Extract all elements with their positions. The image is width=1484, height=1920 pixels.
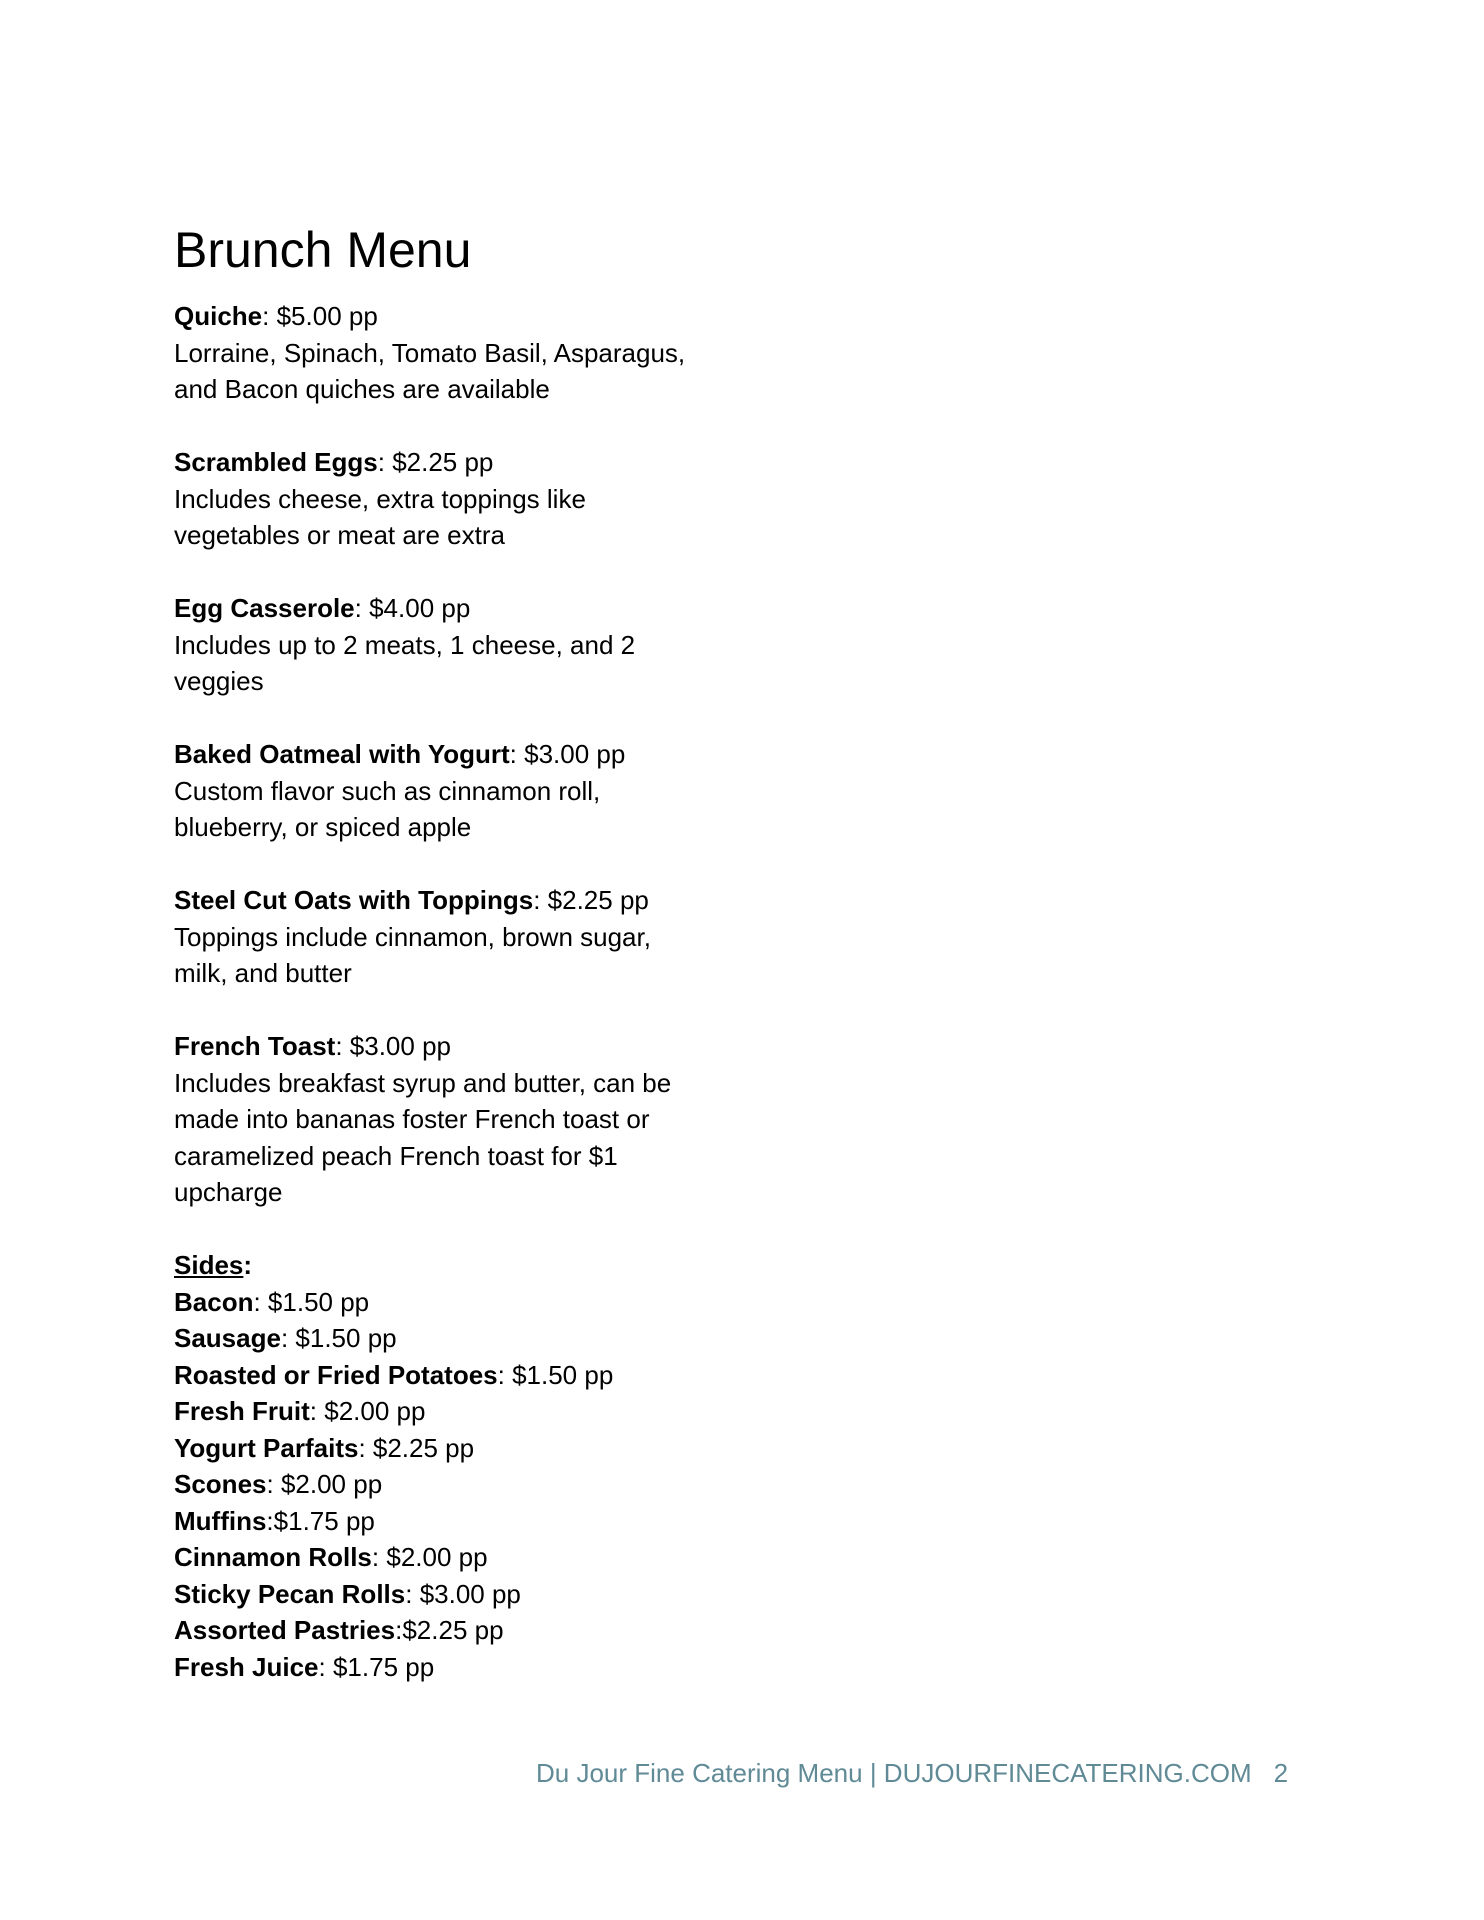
side-price: $1.50 pp xyxy=(267,1286,370,1317)
item-description-line: caramelized peach French toast for $1 xyxy=(174,1140,618,1171)
item-description-line: Includes cheese, extra toppings like xyxy=(174,483,586,514)
menu-item xyxy=(174,882,734,992)
side-item xyxy=(174,1466,734,1503)
side-price: $1.50 pp xyxy=(295,1323,397,1353)
sides-list xyxy=(174,1284,734,1686)
item-price: $5.00 pp xyxy=(276,301,378,331)
menu-items xyxy=(174,298,734,1211)
page-title: Brunch Menu xyxy=(174,222,472,278)
item-header xyxy=(174,736,734,773)
side-price: $3.00 pp xyxy=(419,1578,521,1609)
item-description-line: Lorraine, Spinach, Tomato Basil, Asparagus, xyxy=(174,337,686,368)
item-description-line: Includes breakfast syrup and butter, can be xyxy=(174,1067,672,1098)
side-name: Muffins xyxy=(174,1505,267,1536)
side-separator: : xyxy=(371,1542,387,1572)
side-item xyxy=(174,1430,734,1467)
side-item xyxy=(174,1284,734,1321)
item-header xyxy=(174,882,734,919)
footer-text: Du Jour Fine Catering Menu | DUJOURFINECATERING.COM xyxy=(536,1758,1252,1788)
side-name: Sticky Pecan Rolls xyxy=(174,1578,406,1609)
side-name: Sausage xyxy=(174,1323,281,1353)
item-description-line: upcharge xyxy=(174,1177,283,1207)
menu-item xyxy=(174,444,734,554)
item-header xyxy=(174,590,734,627)
item-header xyxy=(174,444,734,481)
side-price: $2.25 pp xyxy=(402,1615,504,1645)
item-name: Egg Casserole xyxy=(174,593,355,623)
item-name: Scrambled Eggs xyxy=(174,447,378,477)
side-item xyxy=(174,1357,734,1394)
side-separator: : xyxy=(280,1323,296,1353)
side-separator: : xyxy=(395,1615,403,1645)
side-separator: : xyxy=(358,1432,373,1463)
item-name: French Toast xyxy=(174,1031,336,1061)
side-item xyxy=(174,1612,734,1649)
item-description-line: veggies xyxy=(174,666,264,696)
side-price: $1.50 pp xyxy=(512,1359,614,1390)
item-price: $3.00 pp xyxy=(349,1031,451,1061)
sides-section xyxy=(174,1247,734,1685)
item-separator: : xyxy=(262,301,277,331)
menu-item xyxy=(174,736,734,846)
side-item xyxy=(174,1503,734,1540)
side-name: Scones xyxy=(174,1469,267,1499)
side-price: $2.00 pp xyxy=(386,1542,488,1572)
item-price: $3.00 pp xyxy=(524,739,626,769)
side-separator: : xyxy=(309,1396,325,1426)
item-separator: : xyxy=(335,1031,350,1061)
item-separator: : xyxy=(377,447,393,477)
item-price: $2.25 pp xyxy=(547,885,649,915)
side-price: $2.00 pp xyxy=(280,1469,383,1499)
side-separator: : xyxy=(318,1651,333,1682)
item-header xyxy=(174,1028,734,1065)
side-separator: : xyxy=(266,1469,281,1499)
item-header xyxy=(174,298,734,335)
side-separator: : xyxy=(497,1359,513,1390)
item-name: Quiche xyxy=(174,301,263,331)
item-name: Baked Oatmeal with Yogurt xyxy=(174,739,510,769)
item-description-line: vegetables or meat are extra xyxy=(174,520,505,550)
side-name: Fresh Juice xyxy=(174,1651,319,1682)
sides-heading-suffix: : xyxy=(243,1250,253,1280)
menu-item xyxy=(174,590,734,700)
sides-heading xyxy=(174,1247,734,1284)
side-price: $2.25 pp xyxy=(372,1432,475,1463)
side-item xyxy=(174,1649,734,1686)
side-name: Yogurt Parfaits xyxy=(174,1432,359,1463)
page-content xyxy=(174,220,734,1685)
side-item xyxy=(174,1320,734,1357)
item-price: $4.00 pp xyxy=(369,593,471,623)
page-number: 2 xyxy=(1273,1758,1289,1788)
side-name: Fresh Fruit xyxy=(174,1396,310,1426)
side-item xyxy=(174,1576,734,1613)
item-description-line: milk, and butter xyxy=(174,958,352,988)
item-description-line: Custom flavor such as cinnamon roll, xyxy=(174,775,601,806)
side-price: $1.75 pp xyxy=(332,1651,435,1682)
side-price: $2.00 pp xyxy=(324,1396,426,1426)
side-name: Bacon xyxy=(174,1286,254,1317)
item-separator: : xyxy=(509,739,525,769)
side-item xyxy=(174,1539,734,1576)
sides-heading-label: Sides xyxy=(174,1250,244,1280)
side-separator: : xyxy=(266,1505,274,1536)
page-footer xyxy=(536,1757,1288,1789)
item-description-line: Includes up to 2 meats, 1 cheese, and 2 xyxy=(174,629,636,660)
side-name: Roasted or Fried Potatoes xyxy=(174,1359,498,1390)
item-name: Steel Cut Oats with Toppings xyxy=(174,885,534,915)
item-description-line: and Bacon quiches are available xyxy=(174,374,550,404)
item-description-line: made into bananas foster French toast or xyxy=(174,1104,650,1134)
item-description-line: Toppings include cinnamon, brown sugar, xyxy=(174,921,651,952)
side-name: Cinnamon Rolls xyxy=(174,1542,372,1572)
side-separator: : xyxy=(253,1286,268,1317)
side-price: $1.75 pp xyxy=(273,1505,375,1536)
item-description-line: blueberry, or spiced apple xyxy=(174,812,472,842)
menu-item xyxy=(174,1028,734,1211)
side-separator: : xyxy=(405,1578,420,1609)
side-item xyxy=(174,1393,734,1430)
item-separator: : xyxy=(354,593,370,623)
item-price: $2.25 pp xyxy=(392,447,494,477)
item-separator: : xyxy=(533,885,548,915)
side-name: Assorted Pastries xyxy=(174,1615,396,1645)
menu-item xyxy=(174,298,734,408)
